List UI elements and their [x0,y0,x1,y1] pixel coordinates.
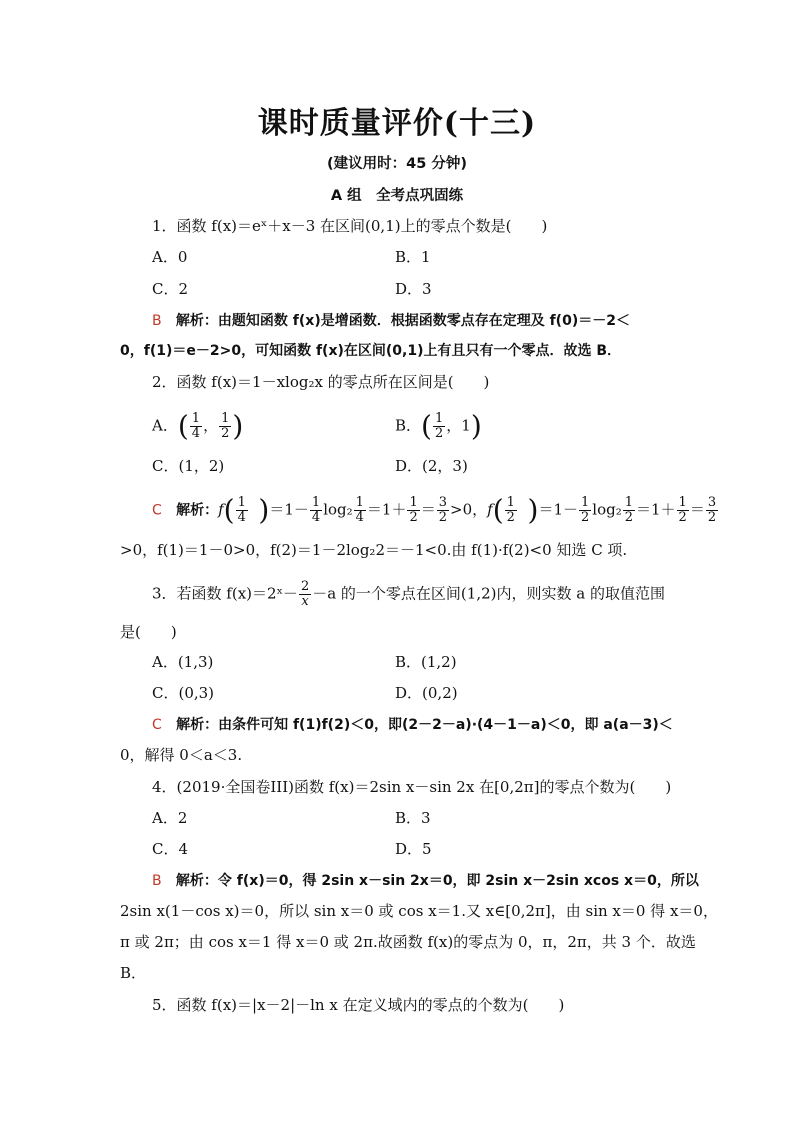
q2-option-b: B．( $\frac{1}{2}$ ，1) [395,409,482,443]
q1-answer: B [152,313,162,329]
question-4-stem: 4．(2019·全国卷III)函数 f(x)＝2sin x－sin 2x 在[0,2π]的零点个数为( ) [152,778,672,796]
q1-analysis-line-1 [152,310,630,331]
q1-option-a: A．0 [152,248,188,266]
q4-option-c: C．4 [152,840,189,858]
q2-option-a: A．( $\frac{1}{4}$ ， $\frac{1}{2}$ ) [152,409,244,443]
q4-analysis-line-2: 2sin x(1－cos x)＝0，所以 sin x＝0 或 cos x＝1.又 x∈[0,2π]，由 sin x＝0 得 x＝0， [120,902,718,920]
question-2-stem: 2．函数 f(x)＝1－xlog₂x 的零点所在区间是( ) [152,373,490,391]
q4-option-b: B．3 [395,809,431,827]
q2-answer: C [152,502,162,519]
q2-option-a-label: A． [152,416,178,435]
q4-answer: B [152,873,162,889]
q2-option-d: D．(2，3) [395,457,468,475]
q2-analysis-label: 解析： [176,502,219,519]
q2-option-c: C．(1，2) [152,457,225,475]
q4-option-d: D．5 [395,840,432,858]
q3-option-c: C．(0,3) [152,684,215,702]
q1-analysis-line-2 [120,340,621,361]
question-3-stem-2: 是( ) [120,623,177,641]
q1-analysis-text-2: 0，f(1)＝e－2>0，可知函数 f(x)在区间(0,1)上有且只有一个零点．故选 B． [120,343,622,359]
q3-analysis-line-2: 0，解得 0＜a＜3. [120,746,243,764]
question-5-stem: 5．函数 f(x)＝|x－2|－ln x 在定义域内的零点的个数为( ) [152,996,565,1014]
q3-option-d: D．(0,2) [395,684,458,702]
q4-analysis-line-1 [152,870,699,891]
q2-analysis-line-1: C 解析：f( $\frac{1}{4}$ )＝1－ $\frac{1}{4}$ log₂ $\frac{1}{4}$ ＝1＋ $\frac{1}{2}$ ＝ $\frac{3}{2}$ >0，f( $\frac{1}{2}$ )＝1－ $\frac{1}{2}$ log₂ $\frac{1}{2}$ ＝1＋ $\frac{1}{2}$ ＝ $\frac{3}{2}$ [152,493,717,527]
q2-analysis-line-2: >0，f(1)＝1－0>0，f(2)＝1－2log₂2＝－1<0.由 f(1)·f(2)<0 知选 C 项. [120,541,628,559]
q3-analysis-line-1 [152,714,673,735]
q3-answer: C [152,717,162,733]
q2-option-b-label: B． [395,416,422,435]
q4-analysis-line-4: B． [120,964,147,982]
suggested-time: (建议用时：45 分钟) [327,156,467,172]
question-3-stem: 3．若函数 f(x)＝2ˣ－ $\frac{2}{x}$ －a 的一个零点在区间(1,2)内，则实数 a 的取值范围 [152,579,665,609]
q3-analysis-text: 解析：由条件可知 f(1)f(2)＜0，即(2－2－a)·(4－1－a)＜0，即 a(a－3)＜ [176,717,673,733]
q3-option-a: A．(1,3) [152,653,214,671]
q1-option-b: B．1 [395,248,431,266]
question-1-stem: 1．函数 f(x)＝eˣ＋x－3 在区间(0,1)上的零点个数是( ) [152,217,548,235]
page-title: 课时质量评价(十三) [257,106,537,141]
q4-option-a: A．2 [152,809,188,827]
q3-option-b: B．(1,2) [395,653,457,671]
q1-option-d: D．3 [395,280,432,298]
q4-analysis-text: 解析：令 f(x)＝0，得 2sin x－sin 2x＝0，即 2sin x－2sin xcos x＝0，所以 [175,873,699,889]
q1-analysis-text: 解析：由题知函数 f(x)是增函数．根据函数零点存在定理及 f(0)＝－2＜ [175,313,630,329]
q1-option-c: C．2 [152,280,189,298]
q4-analysis-line-3: π 或 2π；由 cos x＝1 得 x＝0 或 2π.故函数 f(x)的零点为 0，π，2π，共 3 个．故选 [120,933,696,951]
group-heading: A 组 全考点巩固练 [330,188,464,204]
